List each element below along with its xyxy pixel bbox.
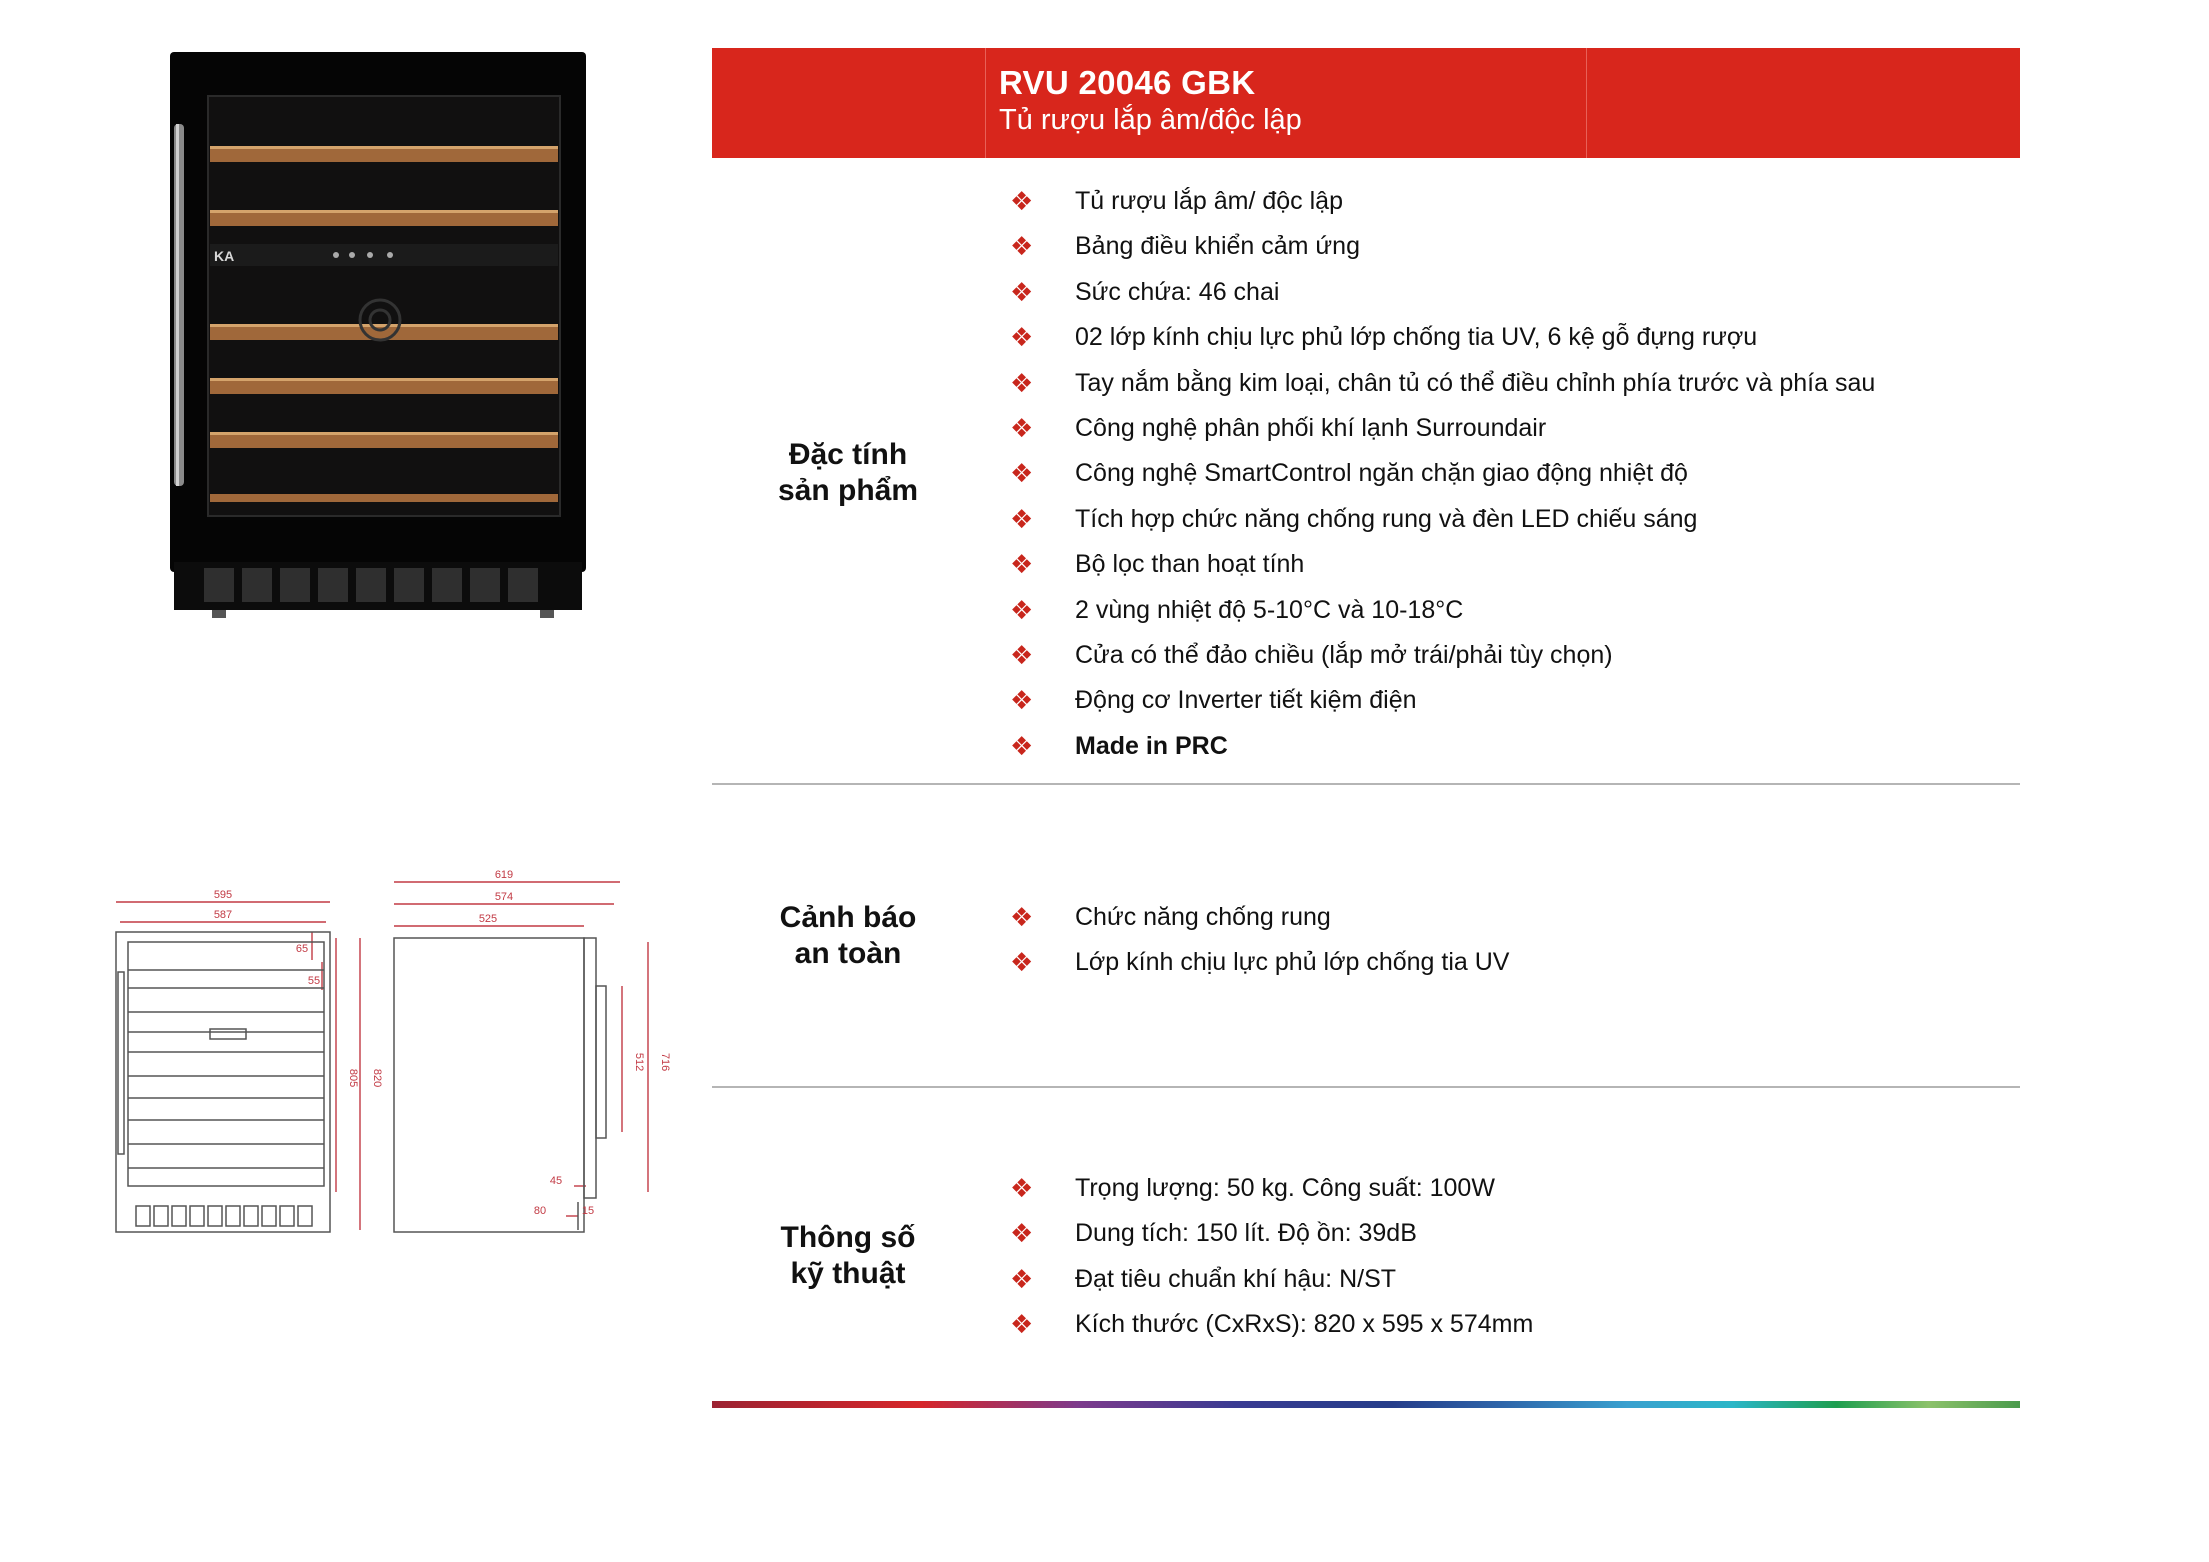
list-item bbox=[1010, 453, 1875, 498]
list-item bbox=[1010, 408, 1875, 453]
bullet-icon: ❖ bbox=[1010, 276, 1034, 307]
bullet-icon: ❖ bbox=[1010, 1173, 1034, 1203]
product-header bbox=[712, 48, 2020, 158]
list-item-text: Lớp kính chịu lực phủ lớp chống tia UV bbox=[1075, 948, 1510, 977]
list-item-text: 2 vùng nhiệt độ 5-10°C và 10-18°C bbox=[1075, 595, 1464, 624]
list-item-text: Bộ lọc than hoạt tính bbox=[1075, 550, 1305, 579]
list-item-text: Bảng điều khiển cảm ứng bbox=[1075, 232, 1360, 261]
list-item-text: Tích hợp chức năng chống rung và đèn LED chiếu sáng bbox=[1075, 504, 1698, 533]
bullet-icon: ❖ bbox=[1010, 231, 1034, 262]
dim-525: 525 bbox=[478, 913, 498, 925]
color-bar bbox=[712, 1401, 2020, 1408]
dim-619: 619 bbox=[494, 869, 514, 881]
header-divider bbox=[1586, 48, 1587, 158]
bullet-icon: ❖ bbox=[1010, 1218, 1034, 1249]
specs-label: Thông số kỹ thuật bbox=[780, 1221, 916, 1290]
dim-15: 15 bbox=[581, 1205, 595, 1217]
safety-label: Cảnh báo an toàn bbox=[779, 901, 917, 970]
list-item bbox=[1010, 635, 1875, 680]
list-item bbox=[1010, 897, 1510, 942]
dim-574: 574 bbox=[494, 891, 514, 903]
dimension-diagram bbox=[108, 862, 671, 1242]
list-item bbox=[1010, 181, 1875, 226]
list-item-text: 02 lớp kính chịu lực phủ lớp chống tia UV, 6 kệ gỗ đựng rượu bbox=[1075, 323, 1758, 352]
bullet-icon: ❖ bbox=[1010, 594, 1034, 625]
list-item-text: Dung tích: 150 lít. Độ ồn: 39dB bbox=[1075, 1219, 1417, 1248]
list-item-text: Công nghệ SmartControl ngăn chặn giao động nhiệt độ bbox=[1075, 459, 1688, 488]
list-item bbox=[1010, 942, 1510, 987]
list-item-text: Trọng lượng: 50 kg. Công suất: 100W bbox=[1075, 1174, 1495, 1202]
safety-list bbox=[1010, 897, 1510, 988]
list-item bbox=[1010, 499, 1875, 544]
list-item bbox=[1010, 680, 1875, 725]
bullet-icon: ❖ bbox=[1010, 947, 1034, 978]
bullet-icon: ❖ bbox=[1010, 685, 1034, 716]
model-subtitle: Tủ rượu lắp âm/độc lập bbox=[999, 104, 1302, 136]
bullet-icon: ❖ bbox=[1010, 412, 1034, 443]
list-item-text: Tủ rượu lắp âm/ độc lập bbox=[1075, 187, 1343, 215]
list-item-text: Made in PRC bbox=[1075, 731, 1228, 760]
list-item bbox=[1010, 1168, 1533, 1213]
dim-587: 587 bbox=[213, 909, 233, 921]
features-list bbox=[1010, 181, 1875, 771]
dim-805: 805 bbox=[347, 1068, 359, 1088]
bullet-icon: ❖ bbox=[1010, 549, 1034, 580]
dim-45: 45 bbox=[549, 1175, 563, 1187]
dim-512: 512 bbox=[633, 1052, 645, 1072]
list-item-text: Công nghệ phân phối khí lạnh Surroundair bbox=[1075, 413, 1547, 442]
list-item bbox=[1010, 1304, 1533, 1349]
dim-716: 716 bbox=[659, 1052, 671, 1072]
features-label: Đặc tính sản phẩm bbox=[777, 438, 919, 507]
section-divider bbox=[712, 783, 2020, 785]
list-item-text: Chức năng chống rung bbox=[1075, 903, 1331, 931]
bullet-icon: ❖ bbox=[1010, 902, 1034, 932]
bullet-icon: ❖ bbox=[1010, 186, 1034, 216]
bullet-icon: ❖ bbox=[1010, 1309, 1034, 1340]
list-item-text: Sức chứa: 46 chai bbox=[1075, 277, 1280, 306]
bullet-icon: ❖ bbox=[1010, 730, 1034, 761]
list-item-text: Đạt tiêu chuẩn khí hậu: N/ST bbox=[1075, 1264, 1397, 1293]
dim-80: 80 bbox=[533, 1205, 547, 1217]
bullet-icon: ❖ bbox=[1010, 503, 1034, 534]
list-item bbox=[1010, 544, 1875, 589]
bullet-icon: ❖ bbox=[1010, 458, 1034, 489]
header-divider bbox=[985, 48, 986, 158]
list-item bbox=[1010, 1259, 1533, 1304]
list-item bbox=[1010, 272, 1875, 317]
bullet-icon: ❖ bbox=[1010, 1263, 1034, 1294]
dim-595: 595 bbox=[213, 889, 233, 901]
bullet-icon: ❖ bbox=[1010, 367, 1034, 398]
specs-list bbox=[1010, 1168, 1533, 1350]
list-item bbox=[1010, 1213, 1533, 1258]
dim-820: 820 bbox=[371, 1068, 383, 1088]
list-item bbox=[1010, 317, 1875, 362]
list-item bbox=[1010, 590, 1875, 635]
wine-cabinet-image bbox=[170, 52, 586, 618]
list-item bbox=[1010, 226, 1875, 271]
bullet-icon: ❖ bbox=[1010, 322, 1034, 353]
list-item bbox=[1010, 726, 1875, 771]
list-item bbox=[1010, 363, 1875, 408]
model-title: RVU 20046 GBK bbox=[999, 64, 1256, 101]
list-item-text: Động cơ Inverter tiết kiệm điện bbox=[1075, 686, 1417, 715]
brand-logo: KA bbox=[214, 248, 235, 264]
list-item-text: Cửa có thể đảo chiều (lắp mở trái/phải tùy chọn) bbox=[1075, 640, 1613, 669]
list-item-text: Tay nắm bằng kim loại, chân tủ có thể điều chỉnh phía trước và phía sau bbox=[1075, 368, 1876, 397]
dim-55: 55 bbox=[307, 975, 321, 987]
list-item-text: Kích thước (CxRxS): 820 x 595 x 574mm bbox=[1075, 1310, 1534, 1339]
section-divider bbox=[712, 1086, 2020, 1088]
bullet-icon: ❖ bbox=[1010, 639, 1034, 670]
dim-65: 65 bbox=[295, 943, 309, 955]
